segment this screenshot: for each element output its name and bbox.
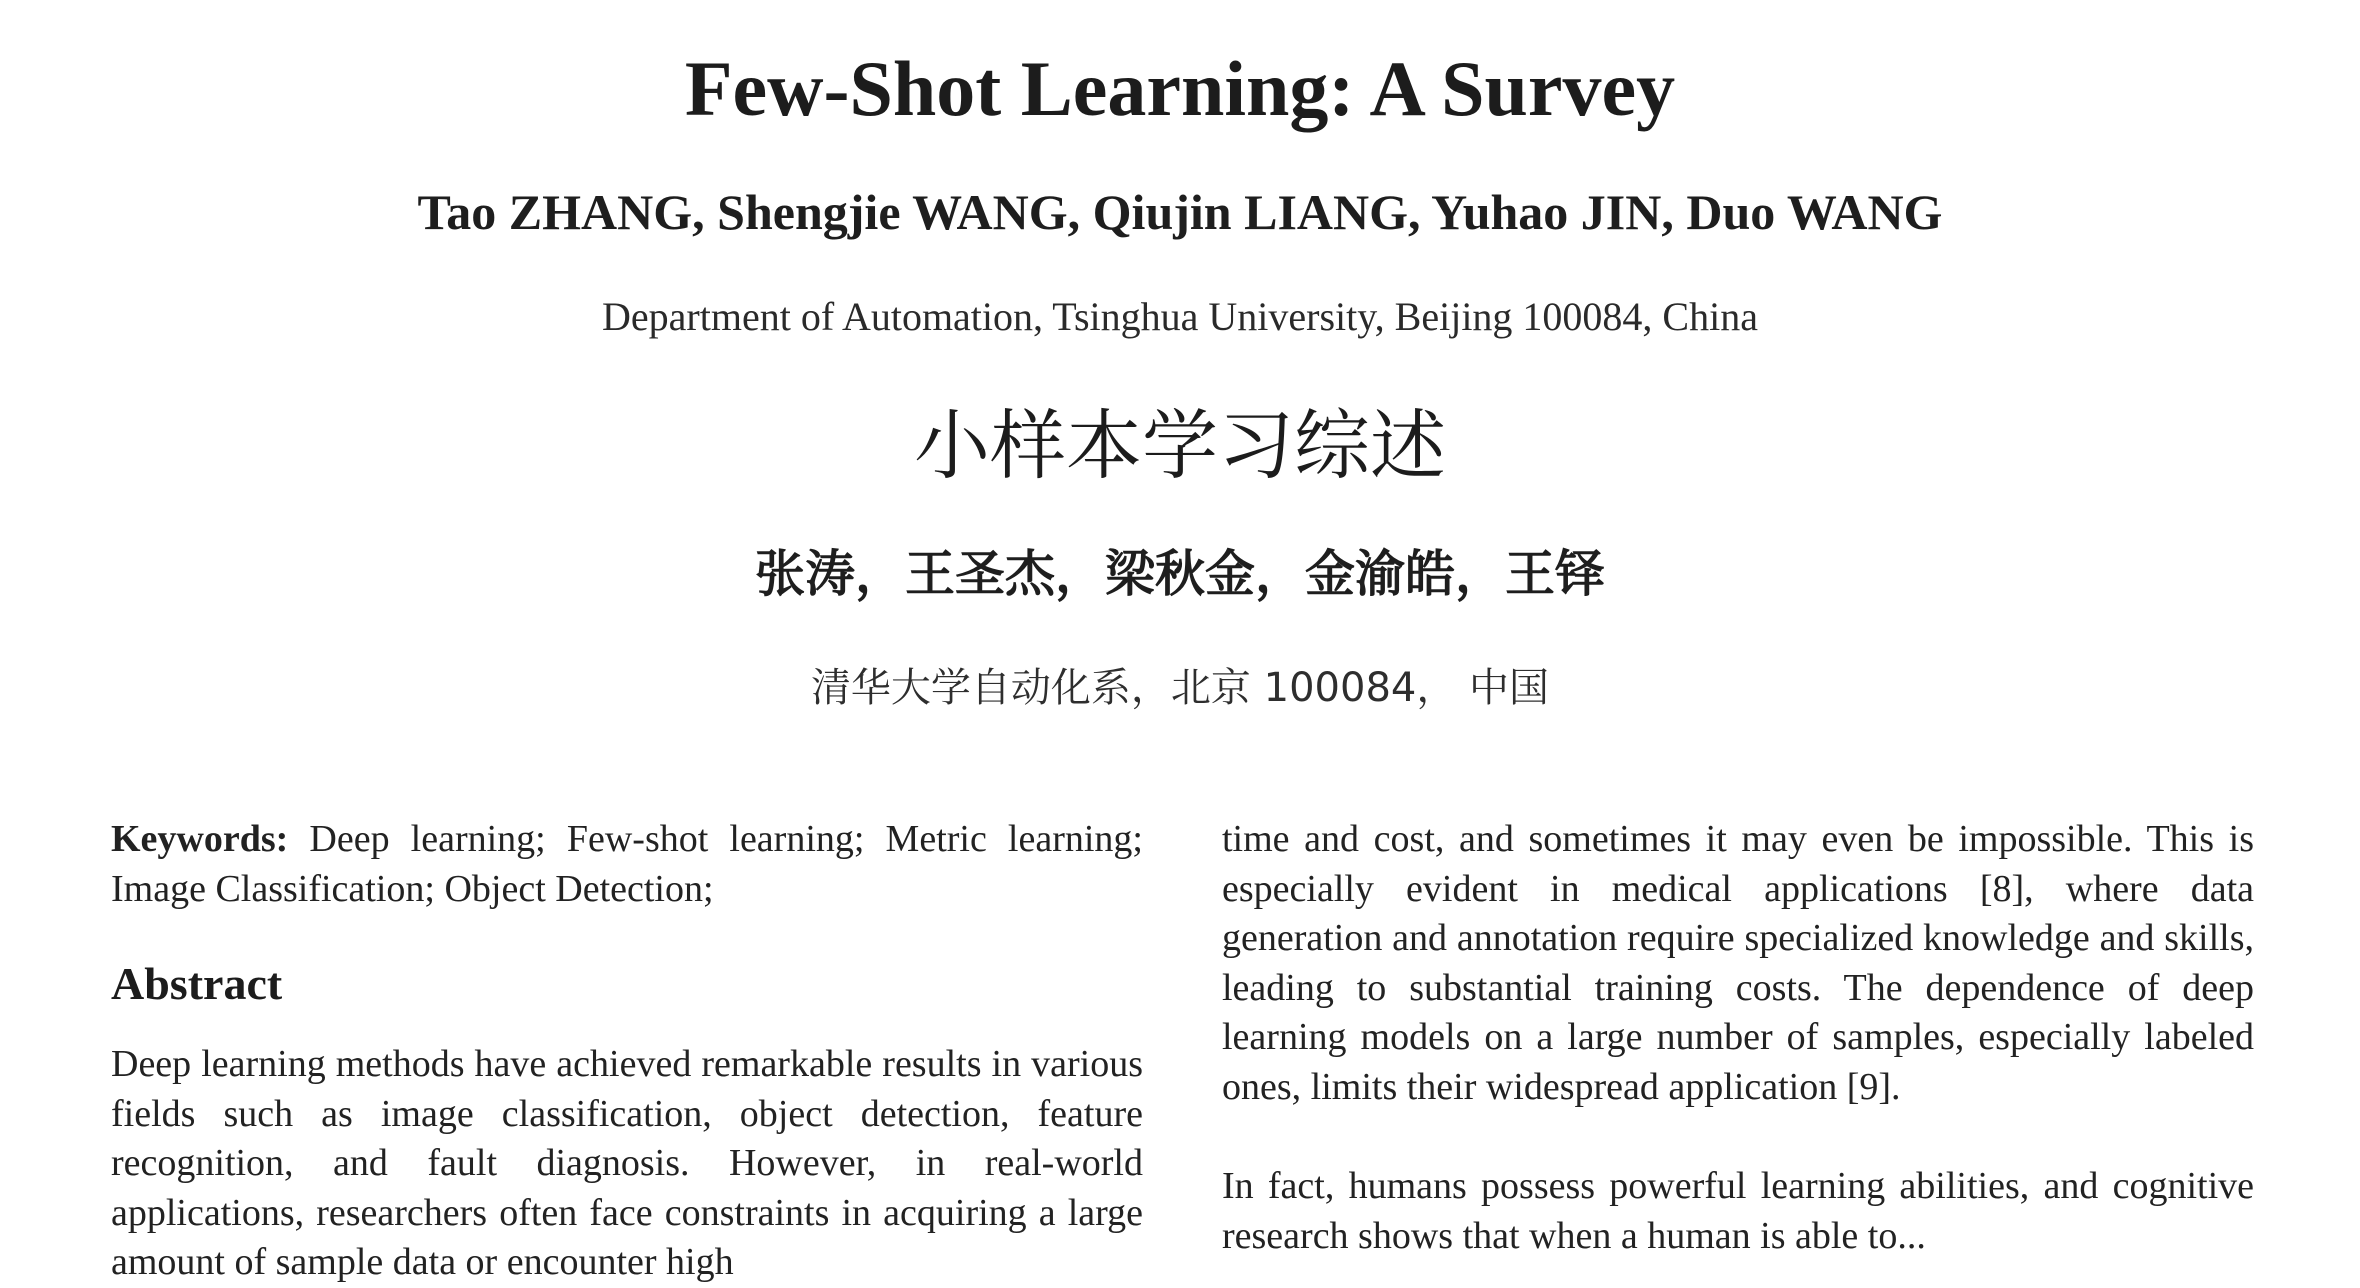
authors-en: Tao ZHANG, Shengjie WANG, Qiujin LIANG, Yuhao JIN, Duo WANG bbox=[417, 184, 1943, 240]
keywords bbox=[111, 815, 1143, 914]
paper-title-zh: 小样本学习综述 bbox=[914, 401, 1446, 490]
body-paragraph-1: time and cost, and sometimes it may even be impossible. This is especially evident in medical applications [8], where data generation and annotation require specialized knowledge and skills, leading to substantial training costs. The dependence of deep learning models on a large number of samples, especially labeled ones, limits their widespread application [9]. bbox=[1222, 818, 2254, 1108]
paragraph-gap bbox=[1222, 1112, 2254, 1162]
keywords-text: Deep learning; Few-shot learning; Metric learning; Image Classification; Object Detection; bbox=[111, 818, 1143, 910]
abstract-heading: Abstract bbox=[111, 958, 283, 1009]
affiliation-zh: 清华大学自动化系，北京 100084， 中国 bbox=[810, 665, 1550, 711]
affiliation-en: Department of Automation, Tsinghua University, Beijing 100084, China bbox=[602, 294, 1758, 339]
body-paragraph-2: In fact, humans possess powerful learning abilities, and cognitive research shows that when a human is able to... bbox=[1222, 1165, 2254, 1257]
abstract-text: Deep learning methods have achieved remarkable results in various fields such as image classification, object detection, feature recognition, and fault diagnosis. However, in real-world applications, researchers often face constraints in acquiring a large amount of sample data or encounter high bbox=[111, 1043, 1143, 1283]
left-column bbox=[111, 815, 1143, 1288]
right-column bbox=[1222, 815, 2254, 1261]
authors-zh: 张涛，王圣杰，梁秋金，金渝皓，王铎 bbox=[755, 545, 1605, 603]
keywords-label: Keywords: bbox=[111, 818, 289, 860]
paper-title-en: Few-Shot Learning: A Survey bbox=[684, 45, 1676, 132]
